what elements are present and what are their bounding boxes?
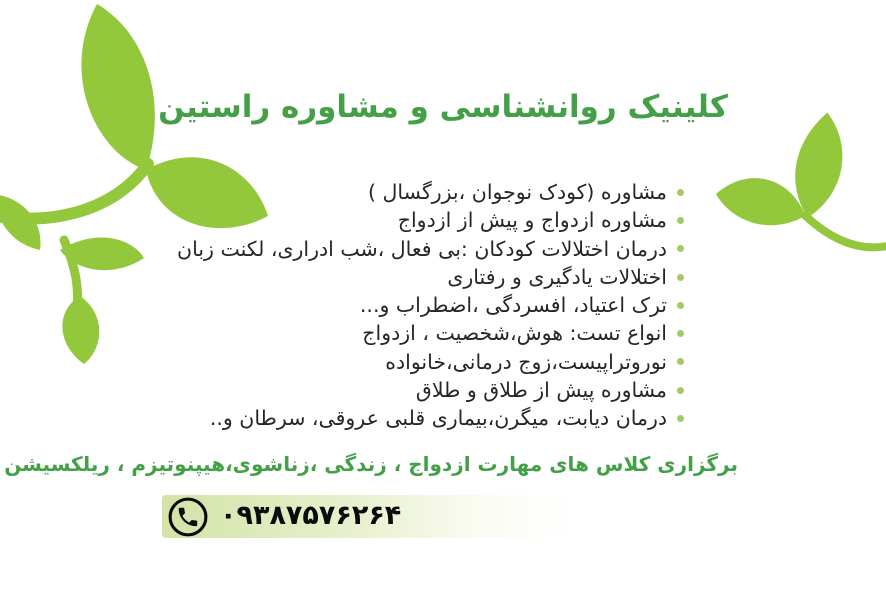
services-list [120,178,686,433]
leaf-decoration-right [712,110,886,270]
service-text: اختلالات یادگیری و رفتاری [447,264,667,289]
classes-offer-line: برگزاری کلاس های مهارت ازدواج ، زندگی ،زناشوی،هیپنوتیزم ، ریلکسیشن [4,452,738,476]
bullet-dot-icon [677,245,684,252]
service-text: مشاوره ازدواج و پیش از ازدواج [397,208,667,233]
service-text: درمان اختلالات کودکان :بی فعال ،شب ادراری، لکنت زبان [177,236,667,261]
bullet-dot-icon [677,387,684,394]
list-item [120,404,686,432]
service-text: ترک اعتیاد، افسردگی ،اضطراب و... [359,293,667,318]
clinic-title: کلینیک روانشناسی و مشاوره راستین [158,88,728,125]
service-text: درمان دیابت، میگرن،بیماری قلبی عروقی، سرطان و.. [209,406,667,431]
bullet-dot-icon [677,358,684,365]
bullet-dot-icon [677,302,684,309]
bullet-dot-icon [677,189,684,196]
service-text: انواع تست: هوش،شخصیت ، ازدواج [362,321,667,346]
list-item [120,178,686,206]
telephone-receiver-icon [166,495,210,539]
phone-banner [162,495,578,538]
list-item [120,291,686,319]
bullet-dot-icon [677,274,684,281]
list-item [120,206,686,234]
bullet-dot-icon [677,217,684,224]
service-text: مشاوره پیش از طلاق و طلاق [415,378,667,403]
service-text: مشاوره (کودک نوجوان ،بزرگسال ) [368,180,667,204]
service-text: نوروتراپیست،زوج درمانی،خانواده [385,349,667,374]
list-item [120,235,686,263]
phone-number[interactable]: ۰۹۳۸۷۵۷۶۲۶۴ [220,499,402,531]
bullet-dot-icon [677,415,684,422]
bullet-dot-icon [677,330,684,337]
list-item [120,319,686,347]
list-item [120,376,686,404]
list-item [120,348,686,376]
list-item [120,263,686,291]
